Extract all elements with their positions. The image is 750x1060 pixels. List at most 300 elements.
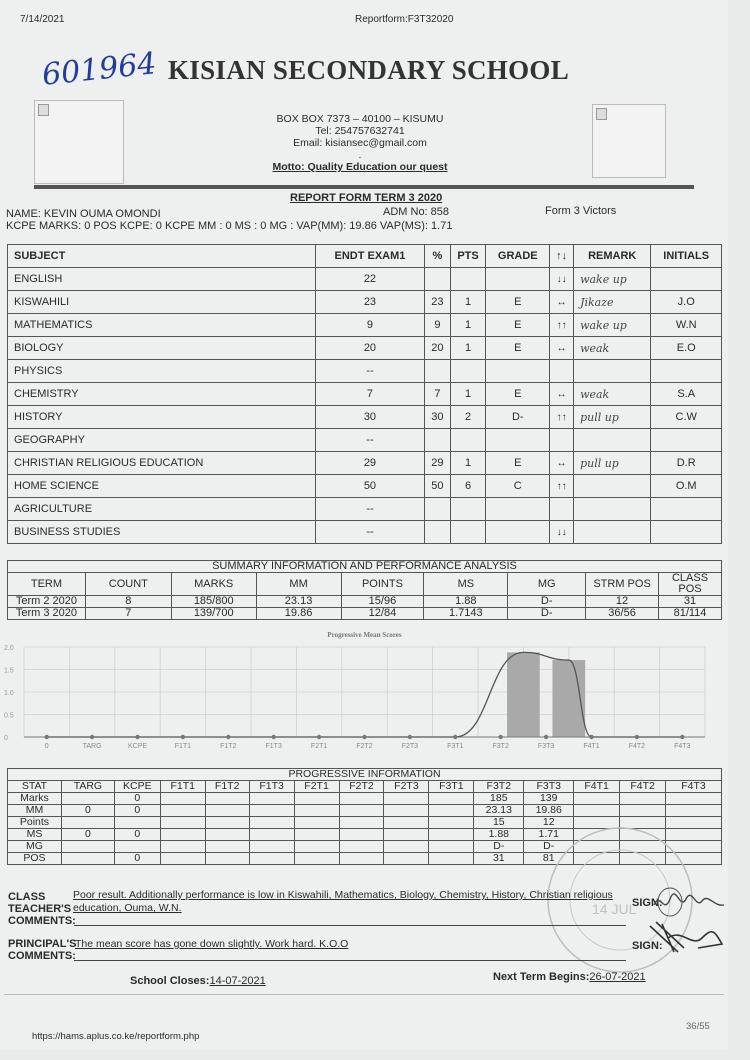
subject-initials: E.O xyxy=(651,337,722,360)
summary-cell: D- xyxy=(508,608,586,620)
subject-pct xyxy=(425,268,450,291)
subject-initials: S.A xyxy=(651,383,722,406)
progressive-cell: 81 xyxy=(524,853,574,865)
chart-xtick-label: 0 xyxy=(44,743,49,750)
subject-remark xyxy=(574,498,651,521)
subject-exam: 9 xyxy=(315,314,425,337)
progressive-cell: 23.13 xyxy=(474,805,524,817)
subject-pct: 9 xyxy=(425,314,450,337)
next-term-value: 26-07-2021 xyxy=(589,971,646,983)
subject-exam: 22 xyxy=(315,268,425,291)
progressive-cell xyxy=(294,793,339,805)
label-line: COMMENTS: xyxy=(8,950,76,962)
progressive-cell xyxy=(294,817,339,829)
subject-remark: weak xyxy=(574,383,651,406)
progressive-cell: MS xyxy=(8,829,62,841)
subject-initials xyxy=(651,268,722,291)
chart-point xyxy=(317,735,321,739)
summary-header-cell: COUNT xyxy=(85,573,171,596)
subject-remark xyxy=(574,429,651,452)
summary-cell: 81/114 xyxy=(659,608,722,620)
summary-header-cell: TERM xyxy=(8,573,86,596)
progressive-header-cell: F1T2 xyxy=(205,781,249,793)
school-tel: Tel: 254757632741 xyxy=(315,125,405,137)
progressive-cell xyxy=(429,793,474,805)
summary-header-cell: MG xyxy=(508,573,586,596)
subject-initials: D.R xyxy=(651,452,722,475)
page-number: 36/55 xyxy=(686,1021,710,1032)
chart-xtick-label: F2T3 xyxy=(401,743,419,750)
summary-row xyxy=(8,596,722,608)
report-title: REPORT FORM TERM 3 2020 xyxy=(290,192,443,204)
class-teacher-signature xyxy=(650,887,726,917)
footer-url[interactable]: https://hams.aplus.co.ke/reportform.php xyxy=(32,1031,200,1042)
subjects-header-cell: % xyxy=(425,245,450,268)
subject-pts xyxy=(450,498,486,521)
progressive-cell: 0 xyxy=(114,829,160,841)
subjects-header-cell: ENDT EXAM1 xyxy=(315,245,425,268)
school-closes-label: School Closes: xyxy=(130,975,210,987)
subject-pct: 29 xyxy=(425,452,450,475)
progressive-cell: 1.88 xyxy=(474,829,524,841)
summary-title: SUMMARY INFORMATION AND PERFORMANCE ANALYSIS xyxy=(8,561,722,573)
progressive-cell xyxy=(339,829,384,841)
subjects-header-cell: REMARK xyxy=(574,245,651,268)
subject-trend: ↑↑ xyxy=(550,314,574,337)
progressive-header-cell: F4T2 xyxy=(620,781,666,793)
subject-pct xyxy=(425,360,450,383)
subject-remark: weak xyxy=(574,337,651,360)
subject-row xyxy=(8,406,722,429)
broken-image-icon xyxy=(596,108,607,120)
summary-cell: 8 xyxy=(85,596,171,608)
progressive-header-cell: F3T2 xyxy=(474,781,524,793)
class-teacher-sign-label: SIGN: xyxy=(632,897,663,909)
subject-initials: C.W xyxy=(651,406,722,429)
progressive-cell xyxy=(339,805,384,817)
subject-row xyxy=(8,268,722,291)
progressive-header-cell: F3T1 xyxy=(429,781,474,793)
summary-header-cell: CLASS POS xyxy=(659,573,722,596)
subject-grade: E xyxy=(486,291,550,314)
progressive-cell xyxy=(620,805,666,817)
subject-row xyxy=(8,429,722,452)
progressive-cell xyxy=(429,841,474,853)
progressive-cell: 15 xyxy=(474,817,524,829)
progressive-cell: 0 xyxy=(114,853,160,865)
subject-pct: 20 xyxy=(425,337,450,360)
progressive-cell xyxy=(429,805,474,817)
subject-exam: 30 xyxy=(315,406,425,429)
progressive-header-cell: F2T1 xyxy=(294,781,339,793)
progressive-cell xyxy=(160,793,205,805)
form-id: Reportform:F3T32020 xyxy=(355,14,454,25)
school-closes-value: 14-07-2021 xyxy=(209,975,266,987)
progressive-cell xyxy=(249,805,294,817)
summary-cell: 15/96 xyxy=(341,596,424,608)
school-contact xyxy=(240,113,480,173)
chart-xtick-label: F1T1 xyxy=(174,743,192,750)
subject-pts xyxy=(450,429,486,452)
subject-row xyxy=(8,314,722,337)
chart-point xyxy=(589,735,593,739)
summary-header-cell: MS xyxy=(424,573,508,596)
progressive-cell xyxy=(61,817,114,829)
progressive-cell xyxy=(205,793,249,805)
school-logo-right xyxy=(592,104,666,178)
progressive-mean-chart xyxy=(0,625,720,755)
progressive-cell xyxy=(574,793,620,805)
subject-subject: HISTORY xyxy=(8,406,316,429)
subject-row xyxy=(8,360,722,383)
subjects-table xyxy=(7,244,722,544)
progressive-cell: POS xyxy=(8,853,62,865)
summary-cell: 23.13 xyxy=(256,596,341,608)
subject-grade: C xyxy=(486,475,550,498)
subject-initials xyxy=(651,498,722,521)
progressive-cell xyxy=(61,853,114,865)
progressive-cell: 0 xyxy=(61,829,114,841)
subject-subject: MATHEMATICS xyxy=(8,314,316,337)
footer-divider xyxy=(4,994,724,995)
subject-pct: 23 xyxy=(425,291,450,314)
progressive-header-cell: F3T3 xyxy=(524,781,574,793)
progressive-cell xyxy=(249,841,294,853)
subject-initials: O.M xyxy=(651,475,722,498)
progressive-cell xyxy=(339,853,384,865)
progressive-cell xyxy=(61,793,114,805)
progressive-cell xyxy=(294,805,339,817)
summary-cell: 36/56 xyxy=(586,608,659,620)
subject-subject: GEOGRAPHY xyxy=(8,429,316,452)
class-teacher-label xyxy=(8,891,76,927)
handwritten-number: 601964 xyxy=(40,46,159,93)
subject-initials xyxy=(651,360,722,383)
chart-xtick-label: F1T2 xyxy=(220,743,237,750)
subjects-header-cell: SUBJECT xyxy=(8,245,316,268)
subject-remark: pull up xyxy=(574,452,651,475)
subject-grade xyxy=(486,268,550,291)
progressive-cell xyxy=(294,853,339,865)
summary-table xyxy=(7,560,722,620)
progressive-cell xyxy=(160,853,205,865)
progressive-cell xyxy=(160,841,205,853)
progressive-row xyxy=(8,805,722,817)
progressive-cell xyxy=(61,841,114,853)
subject-pct xyxy=(425,521,450,544)
student-class: Form 3 Victors xyxy=(545,205,617,217)
chart-point xyxy=(453,735,457,739)
summary-header-cell: STRM POS xyxy=(586,573,659,596)
summary-cell: 185/800 xyxy=(171,596,256,608)
subject-subject: CHEMISTRY xyxy=(8,383,316,406)
subject-trend: ↑↑ xyxy=(550,475,574,498)
chart-point xyxy=(181,735,185,739)
subject-pts xyxy=(450,268,486,291)
class-teacher-comment-line2: education, Ouma, W.N. xyxy=(73,902,182,914)
subject-initials: J.O xyxy=(651,291,722,314)
school-email: Email: kisiansec@gmail.com xyxy=(293,137,427,149)
subject-grade: E xyxy=(486,337,550,360)
chart-point xyxy=(90,735,94,739)
subject-row xyxy=(8,521,722,544)
summary-header-cell: POINTS xyxy=(341,573,424,596)
subject-initials xyxy=(651,429,722,452)
progressive-cell xyxy=(429,853,474,865)
subjects-header-cell: ↑↓ xyxy=(550,245,574,268)
chart-xtick-label: TARG xyxy=(82,743,102,750)
subject-exam: 23 xyxy=(315,291,425,314)
subject-subject: BIOLOGY xyxy=(8,337,316,360)
progressive-cell xyxy=(114,817,160,829)
subject-exam: 29 xyxy=(315,452,425,475)
label-line: COMMENTS: xyxy=(8,915,76,927)
progressive-cell xyxy=(205,841,249,853)
summary-header-cell: MARKS xyxy=(171,573,256,596)
print-date: 7/14/2021 xyxy=(20,14,65,25)
chart-ytick-label: 1.0 xyxy=(4,690,14,697)
school-logo-left xyxy=(34,100,124,184)
subject-row xyxy=(8,452,722,475)
progressive-cell xyxy=(429,829,474,841)
progressive-header-cell: KCPE xyxy=(114,781,160,793)
principal-signature xyxy=(648,918,728,958)
progressive-cell xyxy=(666,793,722,805)
progressive-title: PROGRESSIVE INFORMATION xyxy=(8,769,722,781)
chart-point xyxy=(499,735,503,739)
chart-ytick-label: 0.5 xyxy=(4,712,14,720)
label-line: CLASS xyxy=(8,891,46,903)
subject-trend xyxy=(550,429,574,452)
subject-pts: 1 xyxy=(450,314,486,337)
chart-ytick-label: 2.0 xyxy=(4,645,14,652)
progressive-cell xyxy=(205,853,249,865)
progressive-cell xyxy=(249,829,294,841)
school-dot: . xyxy=(358,149,362,161)
chart-line-series xyxy=(47,652,683,737)
progressive-cell xyxy=(339,841,384,853)
summary-cell: Term 3 2020 xyxy=(8,608,86,620)
subject-trend: ↓↓ xyxy=(550,268,574,291)
chart-xtick-label: F4T3 xyxy=(674,743,691,750)
progressive-cell xyxy=(205,829,249,841)
header-divider xyxy=(34,185,694,189)
next-term-label: Next Term Begins: xyxy=(493,971,590,983)
subject-subject: CHRISTIAN RELIGIOUS EDUCATION xyxy=(8,452,316,475)
progressive-cell xyxy=(205,805,249,817)
progressive-cell: 139 xyxy=(524,793,574,805)
progressive-cell xyxy=(339,793,384,805)
chart-point xyxy=(272,735,276,739)
summary-header-cell: MM xyxy=(256,573,341,596)
stamp-date: 14 JUL xyxy=(592,901,637,917)
subject-pts: 1 xyxy=(450,383,486,406)
chart-ytick-label: 1.5 xyxy=(4,667,14,675)
chart-xtick-label: F1T3 xyxy=(265,743,282,750)
progressive-cell xyxy=(160,829,205,841)
progressive-cell xyxy=(205,817,249,829)
subject-grade: E xyxy=(486,383,550,406)
subject-pct: 7 xyxy=(425,383,450,406)
broken-image-icon xyxy=(38,104,49,116)
progressive-header-cell: F4T1 xyxy=(574,781,620,793)
progressive-cell: 19.86 xyxy=(524,805,574,817)
progressive-cell: 31 xyxy=(474,853,524,865)
progressive-cell xyxy=(384,829,429,841)
subject-grade xyxy=(486,429,550,452)
class-teacher-comment-line1: Poor result. Additionally performance is low in Kiswahili, Mathematics, Biology, Chemistry, History, Christian religious xyxy=(73,889,613,901)
label-line: TEACHER'S xyxy=(8,903,72,915)
subject-initials xyxy=(651,521,722,544)
subject-pct: 30 xyxy=(425,406,450,429)
subject-grade xyxy=(486,498,550,521)
subject-remark: wake up xyxy=(574,268,651,291)
progressive-cell: MM xyxy=(8,805,62,817)
subject-initials: W.N xyxy=(651,314,722,337)
progressive-cell xyxy=(384,817,429,829)
school-address: BOX BOX 7373 – 40100 – KISUMU xyxy=(276,113,444,125)
progressive-cell: D- xyxy=(474,841,524,853)
progressive-cell xyxy=(294,829,339,841)
subject-trend: ↔ xyxy=(550,452,574,475)
progressive-row xyxy=(8,793,722,805)
progressive-cell xyxy=(249,853,294,865)
summary-cell: 12 xyxy=(586,596,659,608)
subject-remark: pull up xyxy=(574,406,651,429)
principal-label xyxy=(8,938,76,962)
subject-grade: E xyxy=(486,314,550,337)
progressive-cell: 1.71 xyxy=(524,829,574,841)
student-name: NAME: KEVIN OUMA OMONDI xyxy=(6,208,161,220)
chart-xtick-label: F4T2 xyxy=(628,743,646,750)
summary-cell: 12/84 xyxy=(341,608,424,620)
progressive-cell xyxy=(574,805,620,817)
progressive-cell xyxy=(294,841,339,853)
chart-point xyxy=(135,735,139,739)
progressive-cell xyxy=(429,817,474,829)
subjects-header-cell: PTS xyxy=(450,245,486,268)
subject-subject: BUSINESS STUDIES xyxy=(8,521,316,544)
subject-trend: ↔ xyxy=(550,383,574,406)
subject-trend: ↔ xyxy=(550,291,574,314)
subject-subject: AGRICULTURE xyxy=(8,498,316,521)
subjects-header-cell: GRADE xyxy=(486,245,550,268)
subject-row xyxy=(8,291,722,314)
chart-title: Progressive Mean Scores xyxy=(327,631,402,639)
chart-ytick-label: 0 xyxy=(4,735,8,742)
subject-remark: wake up xyxy=(574,314,651,337)
principal-comment: The mean score has gone down slightly. Work hard. K.O.O xyxy=(75,938,349,950)
subjects-header-cell: INITIALS xyxy=(651,245,722,268)
subject-subject: PHYSICS xyxy=(8,360,316,383)
progressive-cell xyxy=(384,841,429,853)
subject-pts xyxy=(450,360,486,383)
chart-point xyxy=(362,735,366,739)
chart-point xyxy=(544,735,548,739)
progressive-cell: 185 xyxy=(474,793,524,805)
summary-cell: 7 xyxy=(85,608,171,620)
chart-point xyxy=(680,735,684,739)
subject-exam: -- xyxy=(315,498,425,521)
subject-pts: 1 xyxy=(450,452,486,475)
label-line: PRINCIPAL'S xyxy=(8,938,77,950)
summary-cell: 19.86 xyxy=(256,608,341,620)
subject-trend xyxy=(550,360,574,383)
subject-exam: -- xyxy=(315,521,425,544)
subject-grade: D- xyxy=(486,406,550,429)
subject-subject: KISWAHILI xyxy=(8,291,316,314)
subject-pts: 6 xyxy=(450,475,486,498)
subject-pts xyxy=(450,521,486,544)
summary-row xyxy=(8,608,722,620)
progressive-header-cell: TARG xyxy=(61,781,114,793)
progressive-cell: D- xyxy=(524,841,574,853)
chart-xtick-label: F2T2 xyxy=(356,743,373,750)
progressive-header-cell: F2T2 xyxy=(339,781,384,793)
subject-subject: HOME SCIENCE xyxy=(8,475,316,498)
progressive-header-cell: F1T1 xyxy=(160,781,205,793)
subject-pct xyxy=(425,498,450,521)
progressive-cell: Marks xyxy=(8,793,62,805)
progressive-cell xyxy=(339,817,384,829)
chart-xtick-label: F4T1 xyxy=(583,743,600,750)
chart-bar xyxy=(507,652,540,737)
progressive-cell xyxy=(249,817,294,829)
subject-grade xyxy=(486,521,550,544)
summary-cell: 139/700 xyxy=(171,608,256,620)
subject-row xyxy=(8,475,722,498)
next-term-begins xyxy=(493,971,646,983)
comment-underline xyxy=(74,960,626,961)
subject-trend xyxy=(550,498,574,521)
progressive-cell: MG xyxy=(8,841,62,853)
subject-trend: ↔ xyxy=(550,337,574,360)
summary-cell: 1.88 xyxy=(424,596,508,608)
progressive-cell xyxy=(666,805,722,817)
subject-exam: -- xyxy=(315,429,425,452)
kcpe-line: KCPE MARKS: 0 POS KCPE: 0 KCPE MM : 0 MS : 0 MG : VAP(MM): 19.86 VAP(MS): 1.71 xyxy=(6,220,453,232)
progressive-cell xyxy=(114,841,160,853)
chart-xtick-label: F3T2 xyxy=(492,743,509,750)
summary-cell: Term 2 2020 xyxy=(8,596,86,608)
subject-trend: ↓↓ xyxy=(550,521,574,544)
subject-exam: 7 xyxy=(315,383,425,406)
progressive-header-cell: F1T3 xyxy=(249,781,294,793)
progressive-cell xyxy=(249,793,294,805)
chart-xtick-label: F2T1 xyxy=(310,743,328,750)
principal-sign-label: SIGN: xyxy=(632,940,663,952)
subject-pct: 50 xyxy=(425,475,450,498)
student-adm: ADM No: 858 xyxy=(383,206,450,218)
progressive-cell: 0 xyxy=(61,805,114,817)
progressive-cell: 12 xyxy=(524,817,574,829)
progressive-cell xyxy=(384,853,429,865)
progressive-cell xyxy=(620,793,666,805)
subject-remark xyxy=(574,521,651,544)
subject-row xyxy=(8,498,722,521)
progressive-cell: 0 xyxy=(114,793,160,805)
summary-cell: 1.7143 xyxy=(424,608,508,620)
subject-row xyxy=(8,337,722,360)
progressive-header-cell: F4T3 xyxy=(666,781,722,793)
subject-pts: 2 xyxy=(450,406,486,429)
subject-exam: -- xyxy=(315,360,425,383)
chart-point xyxy=(408,735,412,739)
summary-cell: 31 xyxy=(659,596,722,608)
progressive-cell xyxy=(160,805,205,817)
school-name: KISIAN SECONDARY SCHOOL xyxy=(168,55,570,85)
progressive-cell: Points xyxy=(8,817,62,829)
